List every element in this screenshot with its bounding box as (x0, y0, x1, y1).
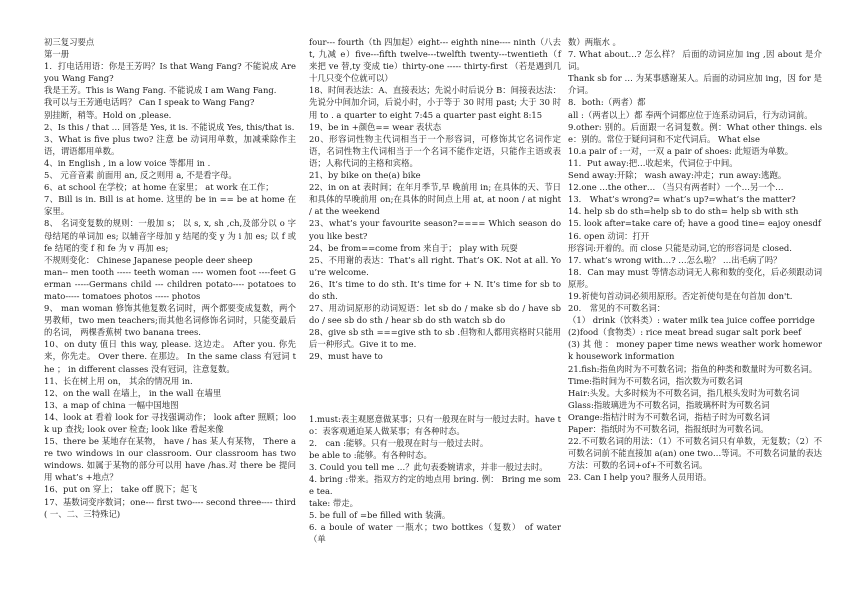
text-line: 25、不用谢的表达：That’s all right. That’s OK. Not at all. You’re welcome. (309, 254, 561, 277)
text-line: 14. help sb do sth=help sb to do sth= help sb with sth (568, 206, 799, 217)
text-line: 13、a map of china 一幅中国地图 (44, 399, 179, 410)
text-line: 3、What is five plus two? 注意 be 动词用单数，加减乘除作主语，谓语都用单数。 (44, 133, 296, 156)
text-line: 4. bring :带来。指双方约定的地点用 bring. 例： Bring me some tea. (309, 474, 561, 497)
text-line: 29、must have to (309, 351, 383, 362)
text-line: Thank sb for … 为某事感谢某人。后面的动词应加 ing，因 for 是介词。 (568, 73, 822, 96)
text-line: 19、be in +颜色== wear 表状态 (309, 121, 442, 132)
text-line: be able to :能够。有各种时态。 (309, 449, 432, 460)
text-line: 我可以与王芳通电话吗？ Can I speak to Wang Fang? (44, 97, 255, 108)
text-line: 7. What about…? 怎么样？ 后面的动词应加 ing ,因 about 是介词。 (568, 49, 822, 72)
text-line: 我是王芳。This is Wang Fang. 不能说成 I am Wang Fang. (44, 85, 277, 96)
text-line: 形容词:开着的。而 close 只能是动词,它的形容词是 closed. (568, 242, 792, 253)
text-line: 9.other: 别的。后面跟一名词复数。例：What other things. else：别的。常位于疑问词和不定代词后。 What else (568, 121, 822, 144)
text-column-left (44, 36, 296, 520)
text-line: 11．Put away:把…收起来，代词位于中间。 (568, 157, 738, 168)
text-column-right (568, 36, 822, 483)
text-line: 17. what’s wrong with…? …怎么啦？ …出毛病了吗？ (568, 254, 782, 265)
text-line: 2． can :能够。只有一般现在时与一般过去时。 (309, 437, 489, 448)
text-line: 10.a pair of :一对，一双 a pair of shoes: 此短语为单数。 (568, 145, 794, 156)
text-line: 10、on duty 值日 this way, please. 这边走。 After you. 你先来，你先走。 Over there. 在那边。 In the same class 有冠词 the ； in different classes 没有冠词，注意复数。 (44, 339, 296, 374)
text-line: 22、in on at 表时间；在年月季节,早 晚前用 in; 在具体的天、节日和具体的早晚前用 on;在具体的时间点上用 at, at noon / at night / at the weekend (309, 182, 561, 217)
text-line: 别挂断，稍等。Hold on ,please. (44, 109, 172, 120)
text-line: 26、It’s time to do sth. It’s time for + N. It’s time for sb to do sth. (309, 278, 561, 301)
text-line: 16. open 动词：打开 (568, 230, 650, 241)
text-line: 16、put on 穿上； take off 脱下；起飞 (44, 484, 198, 495)
text-line: Paper：指纸时为不可数名词，指报纸时为可数名词。 (568, 424, 769, 434)
text-line: take: 带走。 (309, 498, 358, 509)
text-line: 18、时间表达法：A、直接表达；先说小时后说分 B：间接表达法：先说分中间加介词，后说小时，小于等于 30 时用 past; 大于 30 时用 to . a quarter to eight 7:45 a quarter past eight 8:15 (309, 85, 561, 120)
text-line: 2、Is this / that … 回答是 Yes, it is. 不能说成 Yes, this/that is. (44, 121, 295, 132)
text-line: four--- fourth（th 四加起）eight--- eighth nine---- ninth（八去 t, 九减 e）five---fifth twelve---twelfth twenty---twentieth（f 来把 ve 替,ty 变成 tie）thirty-one ----- thirty-first （若是遇到几十几只变个位就可以） (309, 37, 561, 84)
text-line: Hair:头发。大多时候为不可数名词，指几根头发时为可数名词 (568, 387, 800, 398)
text-line: 18．Can may must 等情态动词无人称和数的变化，后必须跟动词原形。 (568, 266, 822, 289)
text-line: 23. Can I help you? 服务人员用语。 (568, 472, 712, 483)
text-line: 20． 常见的不可数名词： (568, 303, 666, 314)
text-line: 11、长在树上用 on， 其余的情况用 in. (44, 375, 193, 386)
text-line: 6. a boule of water 一瓶水；two bottkes（复数） of water （单 (309, 522, 561, 545)
text-line: 1.must:表主观愿意做某事；只有一般现在时与一般过去时。have to：表客观通迫某人做某事；有各种时态。 (309, 413, 561, 436)
text-line: 20、形容词性物主代词相当于一个形容词，可修饰其它名词作定语，名词性物主代词相当于一个名词不能作定语，只能作主语或表语；人称代词的主格和宾格。 (309, 133, 561, 168)
text-line: 19.祈使句首动词必须用原形。否定祈使句是在句首加 don't. (568, 290, 793, 301)
column-gap (309, 363, 561, 413)
text-line: 21、by bike on the(a) bike (309, 170, 421, 181)
text-line: 8、 名词变复数的规则：一般加 s； 以 s, x, sh ,ch,及部分以 o 字母结尾的单词加 es; 以辅音字母加 y 结尾的变 y 为 i 加 es; 以 f 或 fe 结尾的变 f 和 fe 为 v 再加 es; (44, 218, 296, 253)
text-line: 28、give sb sth ===give sth to sb .但物和人都用宾格时只能用后一种形式。Give it to me. (309, 327, 561, 350)
text-line: 初三复习要点 (44, 37, 95, 47)
text-line: 8．both:（两者）都 (568, 97, 646, 108)
text-line: Orange:指桔汁时为不可数名词，指桔子时为可数名词 (568, 411, 770, 422)
text-line: （1） drink（饮料类）: water milk tea juice coffee porridge (568, 315, 815, 326)
text-column-middle (309, 36, 561, 546)
text-line: 7、Bill is in. Bill is at home. 这里的 be in == be at home 在家里。 (44, 194, 296, 217)
text-line: man-- men tooth ----- teeth woman ---- women foot ----feet German -----Germans child --- children potato---- potatoes tomato----- tomatoes photos ----- photos (44, 266, 296, 301)
text-line: 4、in English , in a low voice 等都用 in . (44, 157, 211, 168)
text-line: 9、 man woman 修饰其他复数名词时，两个都要变成复数，两个男教师，two men teachers;而其他名词修饰名词时，只能变最后的名词， 两棵香蕉树 two banana trees. (44, 303, 296, 338)
text-line: all :（两者以上）都 奉两个词都应位于连系动词后，行为动词前。 (568, 109, 813, 120)
text-line: 24、be from==come from 来自于； play with 玩耍 (309, 242, 518, 253)
text-line: 3. Could you tell me …？此句表委婉请求，并非一般过去时。 (309, 461, 548, 472)
text-line: 5、 元音音素 前面用 an, 反之则用 a, 不是看字母。 (44, 170, 237, 181)
text-line: Time:指时间为不可数名词，指次数为可数名词 (568, 375, 743, 386)
text-line: 6、at school 在学校；at home 在家里； at work 在工作； (44, 182, 274, 193)
text-line: 12、on the wall 在墙上， in the wall 在墙里 (44, 387, 222, 398)
text-line: 15. look after=take care of; have a good tine= eajoy onesdf (568, 218, 821, 229)
text-line: 13． What’s wrong?= what’s up?=what’s the matter? (568, 194, 796, 205)
text-line: 第一册 (44, 49, 70, 60)
text-line: 1．打电话用语：你是王芳吗？Is that Wang Fang? 不能说成 Are you Wang Fang? (44, 61, 296, 84)
text-line: 5. be full of =be filled with 装满。 (309, 510, 451, 521)
text-line: 14、look at 看着 look for 寻找强调动作； look after 照顾；look up 查找; look over 检查; look like 看起来像 (44, 411, 296, 434)
text-line: Glass:指玻璃进为不可数名词，指玻璃杯时为可数名词 (568, 399, 770, 410)
text-line: 15、there be 某地存在某物， have / has 某人有某物， There are two windows in our classroom. Our classroom has two windows. 如属于某物的部分可以用 have /has.对 there be 提问用 what’s +地点？ (44, 436, 296, 483)
text-line: 23、what’s your favourite season?==== Which season do you like best? (309, 218, 561, 241)
text-line: 21.fish:指鱼肉时为不可数名词；指鱼的种类和数量时为可数名词。 (568, 363, 818, 374)
text-line: 22.不可数名词的用法：（1）不可数名词只有单数，无复数；（2）不可数名词前不能直接加 a(an) one two…等词。不可数名词量的表达方法：可数的名词+of+不可数名词。 (568, 436, 822, 471)
text-line: 17、基数词变序数词；one--- first two---- second three---- third ( 一、二、三特殊记) (44, 496, 296, 519)
text-line: 27、用动词原形的动词短语：let sb do / make sb do / have sb do / see sb do sth / hear sb do sth watch sb do (309, 303, 561, 326)
text-line: Send away:开除； wash away:冲走；run away:逃跑。 (568, 170, 787, 181)
text-line: 数）两瓶水 。 (568, 37, 621, 47)
text-line: 不规则变化： Chinese Japanese people deer sheep (44, 254, 253, 265)
text-line: (2)food（食物类）: rice meat bread sugar salt pork beef (568, 327, 802, 338)
text-line: 12.one …the other… （当只有两者时）一个…另一个… (568, 182, 784, 193)
text-line: (3) 其 他 ： money paper time news weather work homework housework information (568, 339, 822, 362)
